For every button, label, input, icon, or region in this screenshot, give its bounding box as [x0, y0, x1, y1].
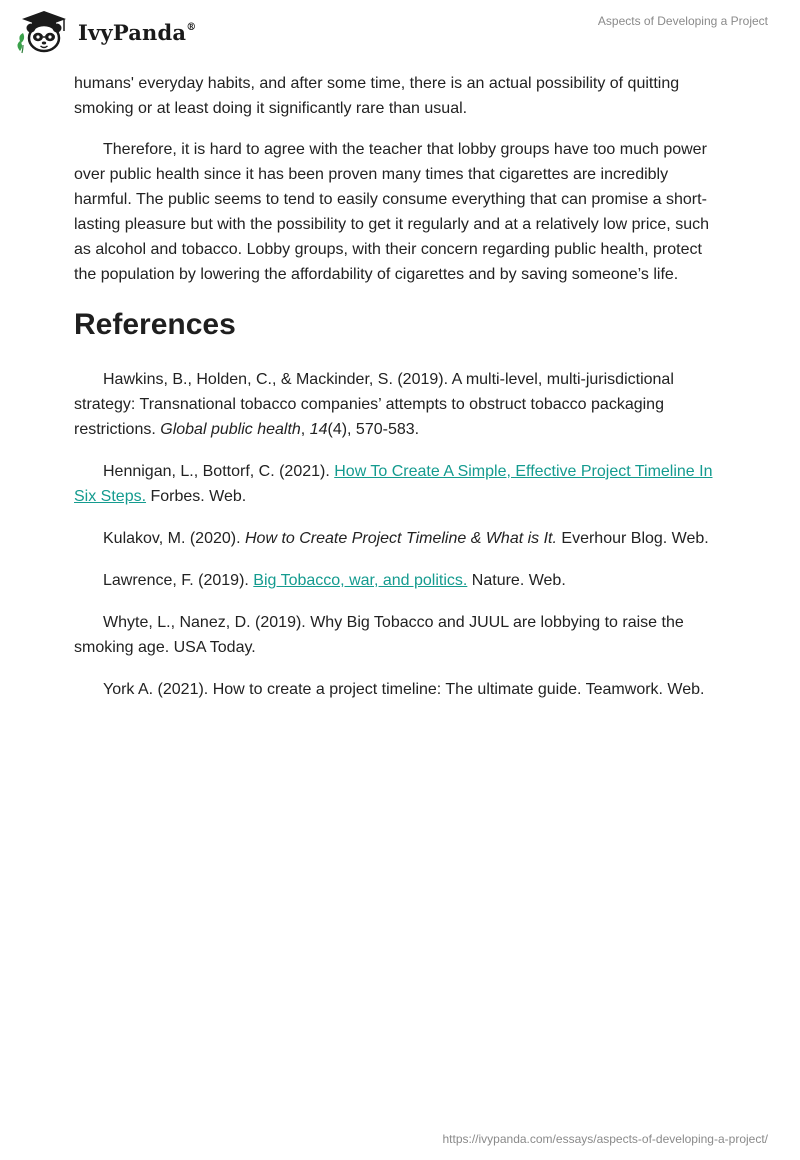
reference-item: Whyte, L., Nanez, D. (2019). Why Big Tobacco and JUUL are lobbying to raise the smoking age. USA Today. — [74, 614, 684, 656]
reference-item: York A. (2021). How to create a project timeline: The ultimate guide. Teamwork. Web. — [103, 681, 705, 698]
body-paragraph: humans' everyday habits, and after some time, there is an actual possibility of quitting smoking or at least doing it significantly rare than usual. — [74, 75, 680, 117]
footer-url[interactable]: https://ivypanda.com/essays/aspects-of-developing-a-project/ — [442, 1132, 768, 1146]
ivypanda-logo[interactable] — [14, 9, 196, 55]
journal-title: Global public health — [160, 421, 301, 438]
body-paragraph: Therefore, it is hard to agree with the teacher that lobby groups have too much power over public health since it has been proven many times that cigarettes are incredibly harmful. The public seems to tend to easily consume everything that can promise a short-lasting pleasure but with the possibility to get it regularly and at a relatively low price, such as alcohol and tobacco. Lobby groups, with their concern regarding public health, protect the population by lowering the affordability of cigarettes and by saving someone’s life. — [74, 141, 709, 283]
page-header — [0, 0, 800, 70]
essay-content — [74, 71, 726, 719]
references-heading: References — [74, 308, 236, 341]
reference-link-forbes[interactable]: How To Create A Simple, Effective Project Timeline In Six Steps. — [74, 463, 713, 505]
article-title: How to Create Project Timeline & What is It. — [244, 530, 557, 547]
brand-name: IvyPanda® — [78, 19, 197, 45]
journal-volume: 14 — [309, 421, 328, 438]
panda-graduate-icon — [14, 9, 74, 55]
reference-item: Lawrence, F. (2019). Big Tobacco, war, and politics. Nature. Web. — [103, 572, 566, 589]
reference-link-nature[interactable]: Big Tobacco, war, and politics. — [253, 572, 468, 589]
reference-item: Kulakov, M. (2020). How to Create Project Timeline & What is It. Everhour Blog. Web. — [103, 530, 709, 547]
reference-item: Hawkins, B., Holden, C., & Mackinder, S. (2019). A multi-level, multi-jurisdictional strategy: Transnational tobacco companies’ attempts to obstruct tobacco packaging restrictions. Global public health, 14(4), 570-583. — [74, 371, 674, 438]
reference-item: Hennigan, L., Bottorf, C. (2021). How To Create A Simple, Effective Project Timeline In Six Steps. Forbes. Web. — [74, 463, 713, 505]
document-title: Aspects of Developing a Project — [597, 14, 768, 28]
